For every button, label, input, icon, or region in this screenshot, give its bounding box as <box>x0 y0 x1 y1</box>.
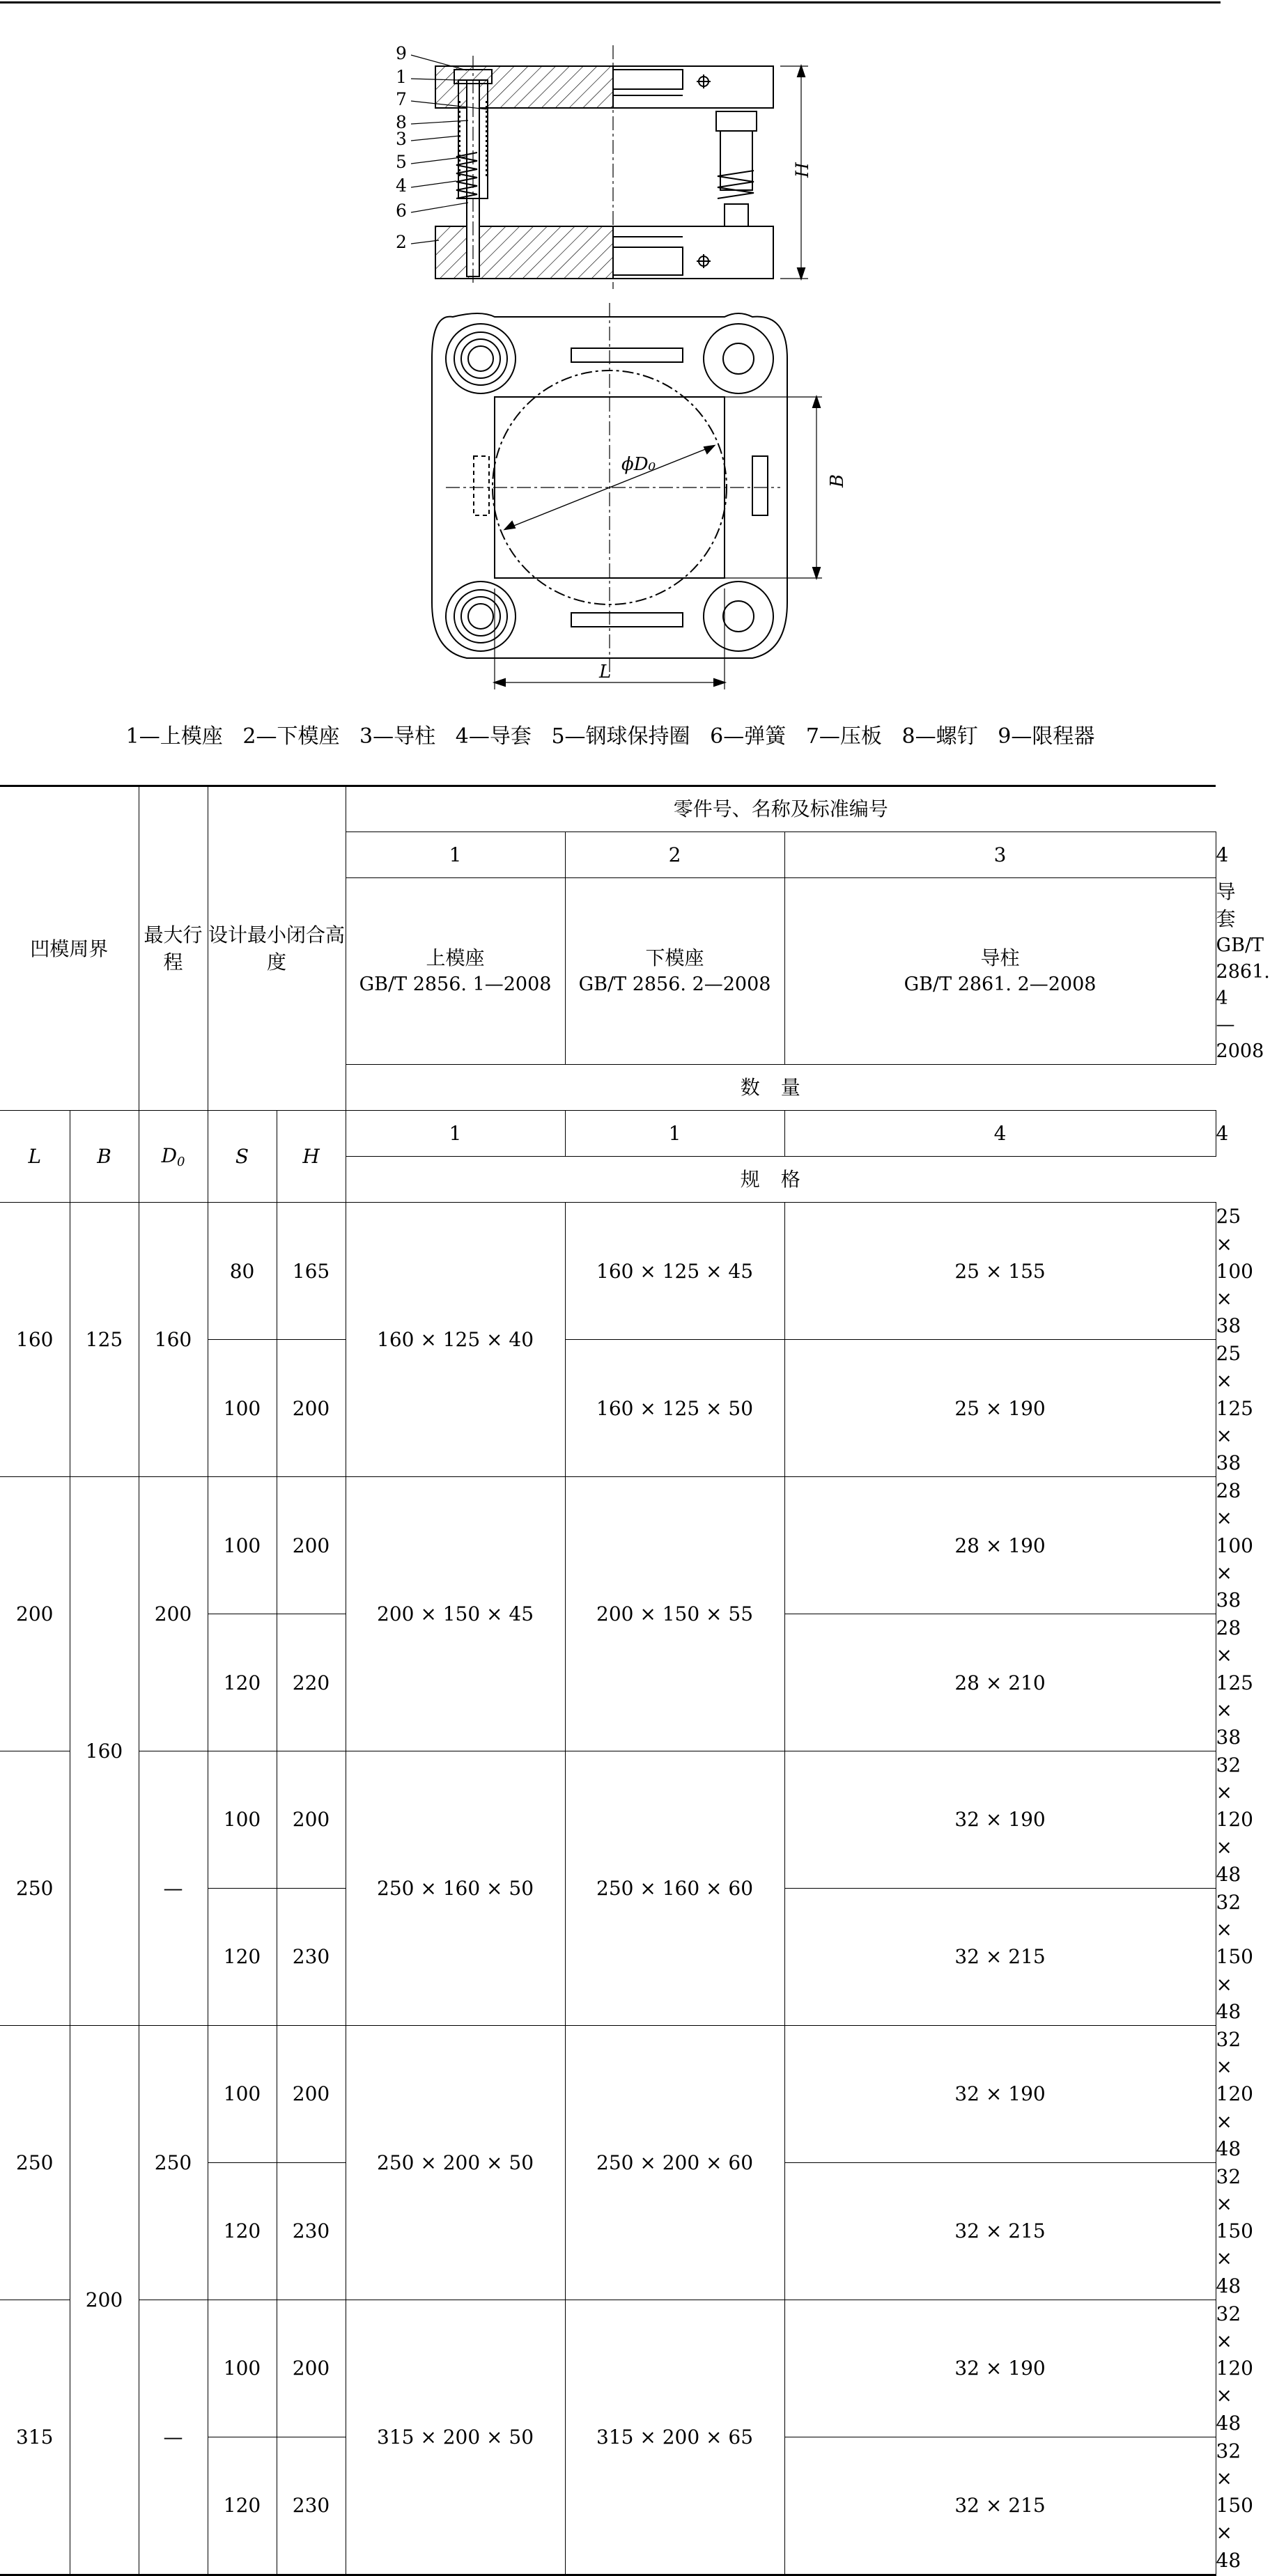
cell-H: 230 <box>277 1889 346 2026</box>
dim-B: B <box>827 474 848 487</box>
cell-lower-seat: 200 × 150 × 55 <box>565 1477 784 1751</box>
callout-4: 4 <box>396 175 407 196</box>
cell-L: 160 <box>0 1203 70 1477</box>
cell-L: 250 <box>0 2025 70 2300</box>
cell-H: 200 <box>277 2025 346 2162</box>
callout-8: 8 <box>396 112 407 132</box>
header-parts-title: 零件号、名称及标准编号 <box>346 786 1216 832</box>
col-D0: $D_0$ <box>139 1111 208 1203</box>
cell-H: 200 <box>277 2300 346 2437</box>
part-number: 1 <box>346 832 565 878</box>
plan-view <box>432 303 822 689</box>
cell-D0: — <box>139 2300 208 2575</box>
cell-D0: 250 <box>139 2025 208 2300</box>
cell-guide-pillar: 32 × 190 <box>784 2025 1216 2162</box>
part-number: 3 <box>784 832 1216 878</box>
cell-H: 220 <box>277 1614 346 1751</box>
col-L: L <box>0 1111 70 1203</box>
cell-upper-seat: 200 × 150 × 45 <box>346 1477 565 1751</box>
header-die-perimeter: 凹模周界 <box>0 786 139 1111</box>
callout-2: 2 <box>396 232 407 252</box>
callout-5: 5 <box>396 152 407 172</box>
part-standard: GB/T 2856. 1—2008 <box>359 974 552 996</box>
cell-upper-seat: 315 × 200 × 50 <box>346 2300 565 2575</box>
col-B: B <box>70 1111 139 1203</box>
cell-guide-pillar: 32 × 215 <box>784 2437 1216 2575</box>
callout-1: 1 <box>396 67 407 87</box>
cell-H: 230 <box>277 2162 346 2300</box>
cell-L: 250 <box>0 1751 70 2026</box>
part-name: 导套 <box>1216 880 1236 931</box>
table-row: 120 230 32 × 215 32 × 150 × 48 <box>0 1889 1216 2026</box>
table-row: 120 220 28 × 210 28 × 125 × 38 <box>0 1614 1216 1751</box>
cell-guide-pillar: 32 × 215 <box>784 2162 1216 2300</box>
cell-S: 120 <box>208 2162 277 2300</box>
cell-H: 200 <box>277 1340 346 1477</box>
cell-H: 230 <box>277 2437 346 2575</box>
table-row: 160 125 160 80 165 160 × 125 × 40 160 × 125 × 45 25 × 155 25 × 100 × 38 <box>0 1203 1216 1340</box>
cell-S: 100 <box>208 2025 277 2162</box>
cell-upper-seat: 250 × 160 × 50 <box>346 1751 565 2026</box>
cell-S: 120 <box>208 1889 277 2026</box>
spec-table: 凹模周界 最大行程 设计最小闭合高度 零件号、名称及标准编号 1 2 3 4 上模座 GB/T 2856. 1—2008 下模座 GB/T 2856. 2—2008 导柱 GB/T 2861. 2—2008 导套 GB/T 2861. 4—2008 数量 L B $D_0$ S H 1 1 4 4 规格 160 125 160 80 165 160 × 125 × 40 160 × 125 × 45 25 × 155 25 × 100 × 38 100 200 160 × 125 × 50 25 × 190 25 × 125 × 38 200 160 200 100 200 200 × 150 × 45 200 × 150 × 55 28 × 190 28 × 100 × 38 120 220 28 × 210 28 × 125 × 38 250 — 100 200 250 × 160 × 50 250 × 160 × 60 32 × 190 32 × 120 × 48 120 230 32 × 215 32 × 150 × 48 250 200 250 100 200 250 × 200 × 50 250 × 200 × 60 32 × 190 32 × 120 × 48 120 230 32 × 215 32 × 150 × 48 315 — 100 200 315 × 200 × 50 315 × 200 × 65 32 × 190 32 × 120 × 48 120 230 32 × 215 32 × 150 × 48 <box>0 785 1216 2576</box>
cell-B: 160 <box>70 1477 139 2026</box>
dim-L: L <box>599 662 612 682</box>
cell-S: 100 <box>208 1751 277 1889</box>
part-number: 2 <box>565 832 784 878</box>
cell-L: 200 <box>0 1477 70 1751</box>
cell-guide-pillar: 25 × 155 <box>784 1203 1216 1340</box>
callout-9: 9 <box>396 43 407 63</box>
die-set-drawing <box>390 38 848 714</box>
figure-caption: 1—上模座 2—下模座 3—导柱 4—导套 5—钢球保持圈 6—弹簧 7—压板 8—螺钉 9—限程器 <box>125 724 1095 749</box>
cell-B: 200 <box>70 2025 139 2575</box>
cell-H: 200 <box>277 1751 346 1889</box>
cell-H: 165 <box>277 1203 346 1340</box>
cell-upper-seat: 160 × 125 × 40 <box>346 1203 565 1477</box>
cell-B: 125 <box>70 1203 139 1477</box>
table-row: 120 230 32 × 215 32 × 150 × 48 <box>0 2162 1216 2300</box>
callout-6: 6 <box>396 201 407 221</box>
cell-lower-seat: 250 × 160 × 60 <box>565 1751 784 2026</box>
part-name-cell <box>346 878 565 1065</box>
cell-D0: — <box>139 1751 208 2026</box>
header-max-stroke: 最大行程 <box>139 786 208 1111</box>
cell-S: 100 <box>208 2300 277 2437</box>
table-row: 120 230 32 × 215 32 × 150 × 48 <box>0 2437 1216 2575</box>
cell-guide-pillar: 28 × 190 <box>784 1477 1216 1614</box>
quantity: 4 <box>784 1111 1216 1157</box>
cell-guide-pillar: 32 × 190 <box>784 2300 1216 2437</box>
part-name: 导柱 <box>980 946 1020 970</box>
col-S: S <box>208 1111 277 1203</box>
header-spec: 规格 <box>346 1157 1216 1203</box>
part-name-cell <box>565 878 784 1065</box>
cell-S: 80 <box>208 1203 277 1340</box>
cell-lower-seat: 160 × 125 × 50 <box>565 1340 784 1477</box>
cell-lower-seat: 315 × 200 × 65 <box>565 2300 784 2575</box>
header-closed-height: 设计最小闭合高度 <box>208 786 346 1111</box>
quantity: 1 <box>565 1111 784 1157</box>
callout-7: 7 <box>396 89 407 109</box>
cell-S: 120 <box>208 1614 277 1751</box>
side-view <box>411 45 808 289</box>
part-name-cell <box>784 878 1216 1065</box>
cell-D0: 160 <box>139 1203 208 1477</box>
cell-L: 315 <box>0 2300 70 2575</box>
cell-guide-pillar: 25 × 190 <box>784 1340 1216 1477</box>
part-standard: GB/T 2856. 2—2008 <box>578 974 771 996</box>
table-row: 315 — 100 200 315 × 200 × 50 315 × 200 × 65 32 × 190 32 × 120 × 48 <box>0 2300 1216 2437</box>
cell-S: 100 <box>208 1477 277 1614</box>
header-quantity: 数量 <box>346 1065 1216 1111</box>
cell-guide-pillar: 28 × 210 <box>784 1614 1216 1751</box>
callout-3: 3 <box>396 129 407 149</box>
table-row: 250 200 250 100 200 250 × 200 × 50 250 × 200 × 60 32 × 190 32 × 120 × 48 <box>0 2025 1216 2162</box>
cell-guide-pillar: 32 × 215 <box>784 1889 1216 2026</box>
part-standard: GB/T 2861. 2—2008 <box>904 974 1097 996</box>
top-rule <box>0 1 1221 3</box>
cell-lower-seat: 160 × 125 × 45 <box>565 1203 784 1340</box>
cell-S: 100 <box>208 1340 277 1477</box>
cell-upper-seat: 250 × 200 × 50 <box>346 2025 565 2300</box>
cell-D0: 200 <box>139 1477 208 1751</box>
table-row: 100 200 160 × 125 × 50 25 × 190 25 × 125 × 38 <box>0 1340 1216 1477</box>
cell-H: 200 <box>277 1477 346 1614</box>
dim-D0: ϕD₀ <box>621 454 656 475</box>
quantity: 1 <box>346 1111 565 1157</box>
dim-H: H <box>792 162 812 178</box>
col-H: H <box>277 1111 346 1203</box>
part-name: 下模座 <box>645 946 704 970</box>
cell-S: 120 <box>208 2437 277 2575</box>
table-row: 250 — 100 200 250 × 160 × 50 250 × 160 × 60 32 × 190 32 × 120 × 48 <box>0 1751 1216 1889</box>
cell-guide-pillar: 32 × 190 <box>784 1751 1216 1889</box>
part-name: 上模座 <box>426 946 485 970</box>
cell-lower-seat: 250 × 200 × 60 <box>565 2025 784 2300</box>
table-row: 200 160 200 100 200 200 × 150 × 45 200 × 150 × 55 28 × 190 28 × 100 × 38 <box>0 1477 1216 1614</box>
